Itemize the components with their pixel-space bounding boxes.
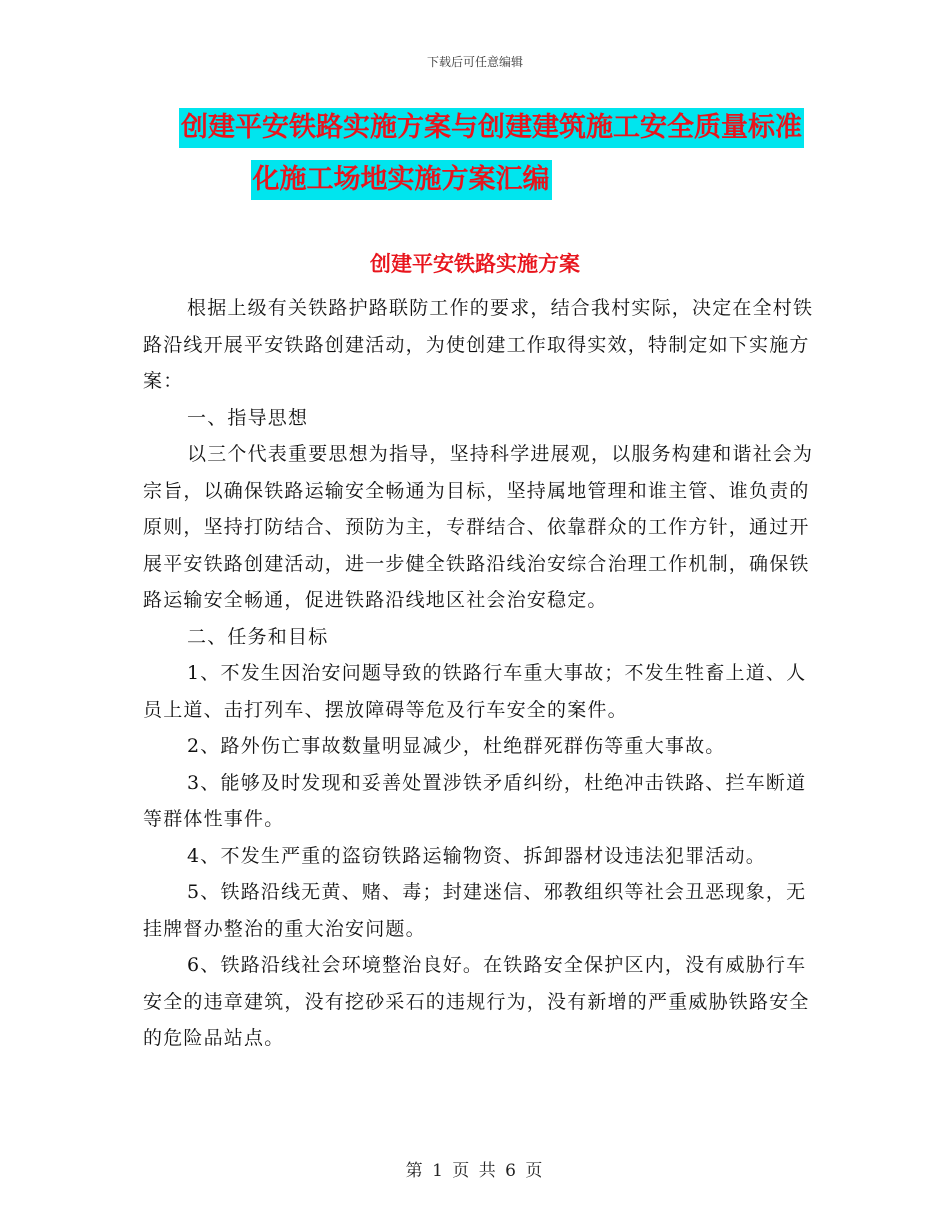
document-title-line-2: 化施工场地实施方案汇编	[251, 160, 552, 200]
list-item: 4、不发生严重的盗窃铁路运输物资、拆卸器材设违法犯罪活动。	[187, 844, 766, 867]
heading-tasks-and-goals: 二、任务和目标	[187, 625, 329, 648]
header-note: 下载后可任意编辑	[426, 55, 523, 69]
page-number-footer: 第 1 页 共 6 页	[405, 1161, 545, 1181]
paragraph: 根据上级有关铁路护路联防工作的要求，结合我村实际，决定在全村铁路沿线开展平安铁路创建活动，为使创建工作取得实效，特制定如下实施方案：	[143, 297, 814, 392]
list-item: 1、不发生因治安问题导致的铁路行车重大事故；不发生牲畜上道、人员上道、击打列车、摆放障碍等危及行车安全的案件。	[143, 662, 807, 721]
paragraph: 以三个代表重要思想为指导，坚持科学进展观，以服务构建和谐社会为宗旨，以确保铁路运输安全畅通为目标，坚持属地管理和谁主管、谁负责的原则，坚持打防结合、预防为主，专群结合、依靠群众的工作方针，通过开展平安铁路创建活动，进一步健全铁路沿线治安综合治理工作机制，确保铁路运输安全畅通，促进铁路沿线地区社会治安稳定。	[143, 443, 814, 611]
section-title: 创建平安铁路实施方案	[370, 252, 580, 276]
list-item: 5、铁路沿线无黄、赌、毒；封建迷信、邪教组织等社会丑恶现象，无挂牌督办整治的重大治安问题。	[143, 881, 807, 940]
body-text	[143, 290, 815, 1057]
document-title	[0, 108, 950, 200]
document-title-line-1: 创建平安铁路实施方案与创建建筑施工安全质量标准	[179, 108, 804, 148]
list-item: 6、铁路沿线社会环境整治良好。在铁路安全保护区内，没有威胁行车安全的违章建筑，没有挖砂采石的违规行为，没有新增的严重威胁铁路安全的危险品站点。	[143, 954, 810, 1049]
heading-guiding-thought: 一、指导思想	[187, 406, 309, 429]
list-item: 2、路外伤亡事故数量明显减少，杜绝群死群伤等重大事故。	[187, 735, 726, 757]
list-item: 3、能够及时发现和妥善处置涉铁矛盾纠纷，杜绝冲击铁路、拦车断道等群体性事件。	[143, 771, 807, 830]
